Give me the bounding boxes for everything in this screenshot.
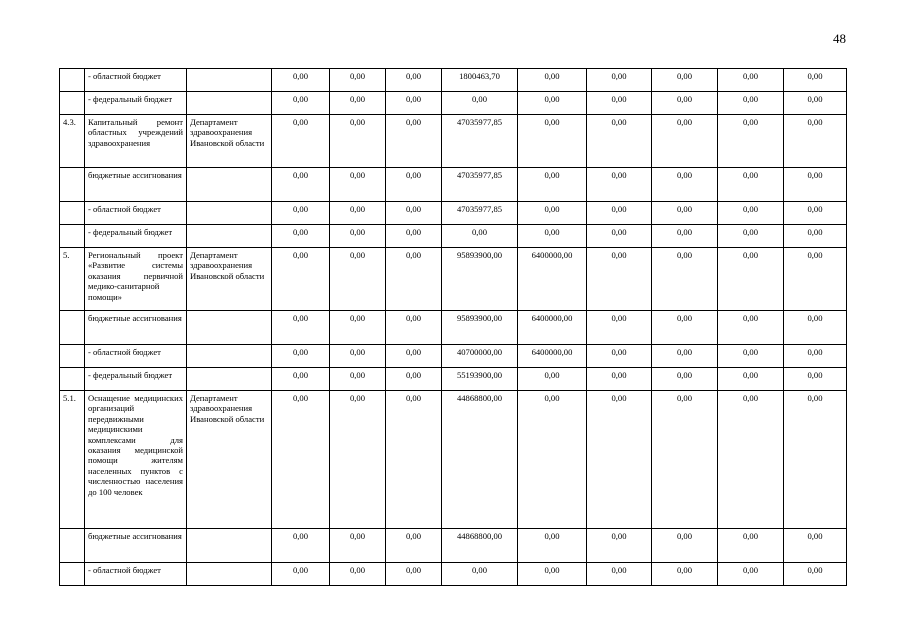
page-number: 48 (833, 31, 846, 46)
row-index (60, 368, 85, 391)
amount-cell: 0,00 (330, 529, 386, 563)
row-description: - федеральный бюджет (85, 225, 187, 248)
amount-cell: 0,00 (652, 115, 718, 168)
amount-cell: 0,00 (330, 248, 386, 311)
amount-cell: 0,00 (330, 368, 386, 391)
amount-cell: 0,00 (386, 345, 442, 368)
budget-table (59, 68, 847, 586)
amount-cell: 0,00 (272, 225, 330, 248)
amount-cell: 0,00 (587, 391, 652, 529)
row-description: Оснащение медицинских организаций передвижными медицинскими комплексами для оказания медицинской помощи жителям населенных пунктов с численностью населения до 100 человек (85, 391, 187, 529)
amount-cell: 6400000,00 (518, 345, 587, 368)
row-index: 5. (60, 248, 85, 311)
amount-cell: 44868800,00 (442, 391, 518, 529)
amount-cell: 0,00 (652, 311, 718, 345)
amount-cell: 0,00 (272, 368, 330, 391)
table-row (60, 311, 847, 345)
row-responsible (187, 563, 272, 586)
table-body (60, 69, 847, 586)
amount-cell: 0,00 (272, 92, 330, 115)
row-description: Капитальный ремонт областных учреждений здравоохранения (85, 115, 187, 168)
table-row (60, 345, 847, 368)
amount-cell: 0,00 (386, 115, 442, 168)
amount-cell: 0,00 (518, 168, 587, 202)
row-responsible (187, 225, 272, 248)
amount-cell: 0,00 (330, 168, 386, 202)
amount-cell: 0,00 (386, 202, 442, 225)
amount-cell: 0,00 (587, 115, 652, 168)
amount-cell: 0,00 (784, 345, 847, 368)
row-description: бюджетные ассигнования (85, 311, 187, 345)
amount-cell: 0,00 (272, 345, 330, 368)
amount-cell: 0,00 (784, 563, 847, 586)
amount-cell: 0,00 (784, 92, 847, 115)
amount-cell: 0,00 (784, 311, 847, 345)
row-description: - областной бюджет (85, 202, 187, 225)
amount-cell: 0,00 (386, 225, 442, 248)
amount-cell: 0,00 (784, 202, 847, 225)
amount-cell: 0,00 (518, 529, 587, 563)
amount-cell: 0,00 (718, 69, 784, 92)
amount-cell: 0,00 (587, 248, 652, 311)
table-row (60, 248, 847, 311)
row-index (60, 345, 85, 368)
row-responsible: Департамент здравоохранения Ивановской области (187, 115, 272, 168)
amount-cell: 0,00 (718, 563, 784, 586)
row-responsible (187, 368, 272, 391)
row-index (60, 311, 85, 345)
amount-cell: 1800463,70 (442, 69, 518, 92)
row-index (60, 69, 85, 92)
row-responsible (187, 311, 272, 345)
amount-cell: 0,00 (386, 529, 442, 563)
amount-cell: 0,00 (442, 225, 518, 248)
table-row (60, 391, 847, 529)
amount-cell: 0,00 (386, 311, 442, 345)
amount-cell: 0,00 (272, 529, 330, 563)
amount-cell: 0,00 (652, 368, 718, 391)
amount-cell: 0,00 (784, 368, 847, 391)
amount-cell: 0,00 (442, 92, 518, 115)
amount-cell: 0,00 (330, 345, 386, 368)
row-index: 5.1. (60, 391, 85, 529)
amount-cell: 95893900,00 (442, 248, 518, 311)
amount-cell: 0,00 (386, 69, 442, 92)
table-row (60, 115, 847, 168)
amount-cell: 55193900,00 (442, 368, 518, 391)
amount-cell: 0,00 (718, 311, 784, 345)
table-row (60, 225, 847, 248)
amount-cell: 0,00 (386, 368, 442, 391)
row-description: - областной бюджет (85, 563, 187, 586)
amount-cell: 0,00 (784, 115, 847, 168)
amount-cell: 0,00 (330, 311, 386, 345)
table-row (60, 69, 847, 92)
amount-cell: 0,00 (386, 563, 442, 586)
amount-cell: 47035977,85 (442, 168, 518, 202)
row-responsible: Департамент здравоохранения Ивановской области (187, 248, 272, 311)
amount-cell: 0,00 (518, 115, 587, 168)
amount-cell: 0,00 (330, 225, 386, 248)
amount-cell: 0,00 (718, 368, 784, 391)
amount-cell: 0,00 (784, 69, 847, 92)
amount-cell: 0,00 (652, 248, 718, 311)
amount-cell: 0,00 (518, 563, 587, 586)
row-responsible (187, 92, 272, 115)
amount-cell: 0,00 (652, 92, 718, 115)
amount-cell: 0,00 (652, 168, 718, 202)
row-description: - федеральный бюджет (85, 92, 187, 115)
amount-cell: 0,00 (518, 202, 587, 225)
amount-cell: 0,00 (587, 345, 652, 368)
amount-cell: 0,00 (330, 202, 386, 225)
amount-cell: 0,00 (784, 529, 847, 563)
amount-cell: 0,00 (587, 69, 652, 92)
amount-cell: 0,00 (587, 225, 652, 248)
row-responsible (187, 345, 272, 368)
row-index (60, 529, 85, 563)
amount-cell: 0,00 (718, 115, 784, 168)
table-row (60, 168, 847, 202)
amount-cell: 0,00 (784, 248, 847, 311)
amount-cell: 0,00 (330, 92, 386, 115)
amount-cell: 0,00 (587, 311, 652, 345)
amount-cell: 0,00 (784, 168, 847, 202)
amount-cell: 0,00 (330, 69, 386, 92)
row-index (60, 168, 85, 202)
amount-cell: 0,00 (718, 391, 784, 529)
row-description: - федеральный бюджет (85, 368, 187, 391)
amount-cell: 0,00 (587, 168, 652, 202)
amount-cell: 0,00 (718, 345, 784, 368)
amount-cell: 0,00 (587, 563, 652, 586)
amount-cell: 6400000,00 (518, 311, 587, 345)
amount-cell: 0,00 (718, 168, 784, 202)
amount-cell: 0,00 (442, 563, 518, 586)
amount-cell: 0,00 (587, 92, 652, 115)
row-index (60, 563, 85, 586)
amount-cell: 0,00 (518, 92, 587, 115)
row-index: 4.3. (60, 115, 85, 168)
amount-cell: 0,00 (718, 92, 784, 115)
table-row (60, 92, 847, 115)
amount-cell: 0,00 (330, 563, 386, 586)
amount-cell: 0,00 (272, 563, 330, 586)
amount-cell: 0,00 (386, 168, 442, 202)
amount-cell: 0,00 (272, 115, 330, 168)
table-row (60, 563, 847, 586)
amount-cell: 0,00 (587, 529, 652, 563)
amount-cell: 0,00 (272, 168, 330, 202)
amount-cell: 0,00 (652, 563, 718, 586)
amount-cell: 0,00 (652, 225, 718, 248)
row-description: бюджетные ассигнования (85, 168, 187, 202)
amount-cell: 0,00 (718, 202, 784, 225)
amount-cell: 44868800,00 (442, 529, 518, 563)
amount-cell: 0,00 (518, 69, 587, 92)
amount-cell: 0,00 (718, 225, 784, 248)
row-responsible: Департамент здравоохранения Ивановской области (187, 391, 272, 529)
amount-cell: 0,00 (652, 391, 718, 529)
amount-cell: 47035977,85 (442, 115, 518, 168)
amount-cell: 0,00 (272, 248, 330, 311)
row-responsible (187, 202, 272, 225)
amount-cell: 40700000,00 (442, 345, 518, 368)
amount-cell: 0,00 (652, 202, 718, 225)
amount-cell: 0,00 (272, 391, 330, 529)
amount-cell: 6400000,00 (518, 248, 587, 311)
row-responsible (187, 69, 272, 92)
amount-cell: 0,00 (718, 248, 784, 311)
amount-cell: 0,00 (518, 225, 587, 248)
table-row (60, 368, 847, 391)
amount-cell: 0,00 (518, 368, 587, 391)
amount-cell: 0,00 (386, 92, 442, 115)
row-responsible (187, 529, 272, 563)
amount-cell: 95893900,00 (442, 311, 518, 345)
row-index (60, 225, 85, 248)
row-index (60, 92, 85, 115)
amount-cell: 0,00 (330, 115, 386, 168)
row-responsible (187, 168, 272, 202)
row-index (60, 202, 85, 225)
amount-cell: 0,00 (518, 391, 587, 529)
row-description: - областной бюджет (85, 69, 187, 92)
row-description: - областной бюджет (85, 345, 187, 368)
amount-cell: 0,00 (587, 368, 652, 391)
amount-cell: 0,00 (784, 225, 847, 248)
amount-cell: 47035977,85 (442, 202, 518, 225)
amount-cell: 0,00 (272, 311, 330, 345)
amount-cell: 0,00 (587, 202, 652, 225)
amount-cell: 0,00 (652, 345, 718, 368)
table-row (60, 202, 847, 225)
amount-cell: 0,00 (272, 69, 330, 92)
amount-cell: 0,00 (718, 529, 784, 563)
amount-cell: 0,00 (386, 391, 442, 529)
amount-cell: 0,00 (652, 529, 718, 563)
table-row (60, 529, 847, 563)
amount-cell: 0,00 (784, 391, 847, 529)
row-description: Региональный проект «Развитие системы оказания первичной медико-санитарной помощи» (85, 248, 187, 311)
amount-cell: 0,00 (652, 69, 718, 92)
amount-cell: 0,00 (386, 248, 442, 311)
row-description: бюджетные ассигнования (85, 529, 187, 563)
amount-cell: 0,00 (330, 391, 386, 529)
amount-cell: 0,00 (272, 202, 330, 225)
